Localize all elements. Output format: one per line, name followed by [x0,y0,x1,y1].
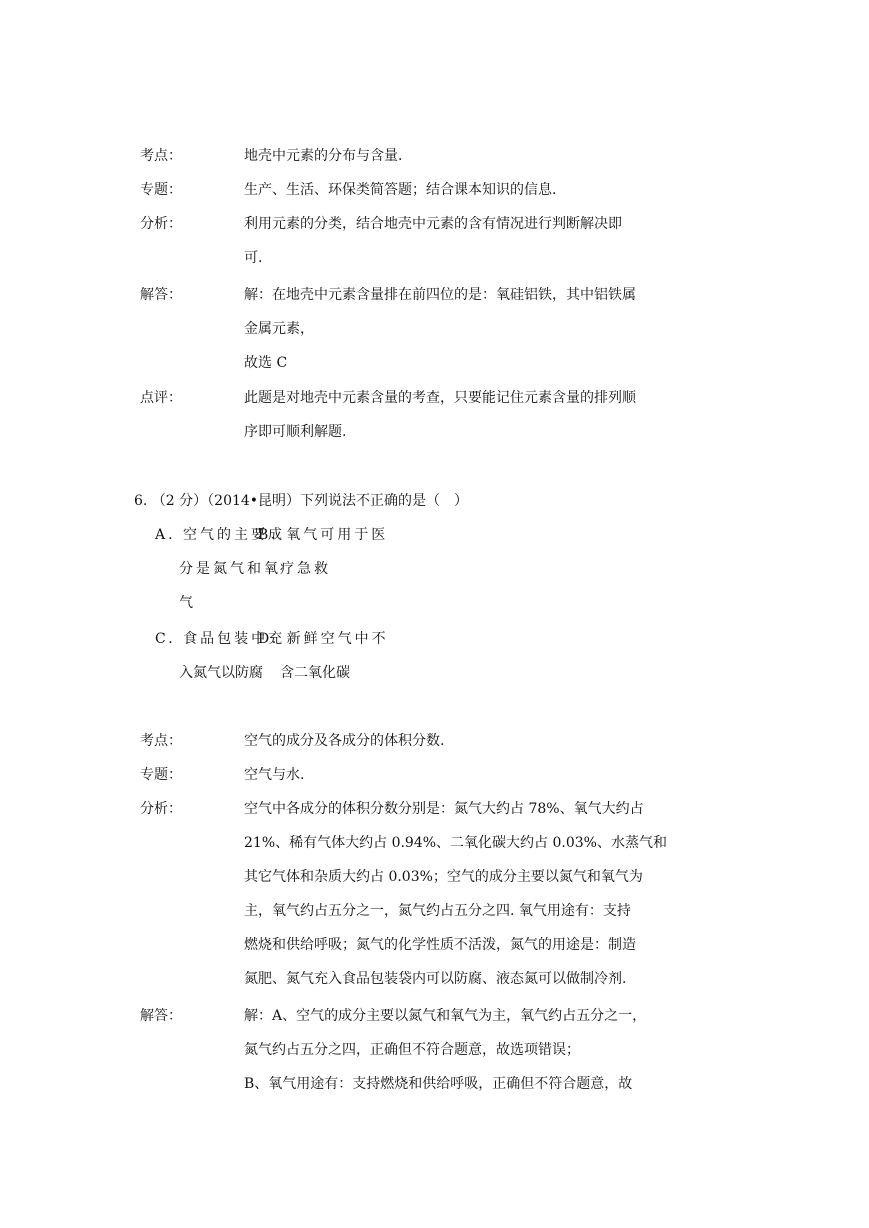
text-line: 可. [244,250,263,266]
option-b-line: 疗急救 [280,561,331,577]
text-line: 此题是对地壳中元素含量的考查，只要能记住元素含量的排列顺 [244,390,636,406]
text-line: 序即可顺利解题. [244,424,347,440]
zhuanti-content [244,174,674,208]
text-line: 21%、稀有气体大约占 0.94%、二氧化碳大约占 0.03%、水蒸气和 [244,835,667,851]
fenxi-content [244,793,674,997]
text-line: 解：在地壳中元素含量排在前四位的是：氧硅铝铁，其中铝铁属 [244,287,636,303]
text-line: 其它气体和杂质大约占 0.03%；空气的成分主要以氮气和氧气为 [244,869,643,885]
option-c-line: 入氮气以防腐 [179,665,263,681]
text-line: 氮肥、氮气充入食品包装袋内可以防腐、液态氮可以做制冷剂. [244,971,627,987]
zhuanti-label: 专题： [140,182,182,198]
text-line: 氮气约占五分之四，正确但不符合题意，故选项错误； [244,1042,580,1058]
text-line: 解：A、空气的成分主要以氮气和氧气为主，氧气约占五分之一， [244,1008,647,1024]
text-line: 故选 C [244,355,288,371]
kaodian-label: 考点： [140,148,182,164]
zhuanti-content [244,759,674,793]
text-line: 空气的成分及各成分的体积分数. [244,733,445,749]
option-b-line: B. 氧气可用于医 [258,527,389,543]
text-line: 空气中各成分的体积分数分别是：氮气大约占 78%、氧气大约占 [244,801,644,817]
text-line: 生产、生活、环保类简答题；结合课本知识的信息. [244,182,557,198]
kaodian-label: 考点： [140,733,182,749]
text-line: 利用元素的分类，结合地壳中元素的含有情况进行判断解决即 [244,216,622,232]
text-line: 主，氧气约占五分之一，氮气约占五分之四. 氧气用途有：支持 [244,903,631,919]
dianping-content [244,382,674,450]
option-d-line: 含二氧化碳 [280,665,350,681]
option-a-line: 分是氮气和氧 [179,561,281,577]
option-d [258,628,389,696]
jieda-label: 解答： [140,1008,182,1024]
kaodian-content [244,140,674,174]
jieda-label: 解答： [140,287,182,303]
question-stem: 6. （2 分）（2014•昆明）下列说法不正确的是（ ） [134,493,469,509]
text-line: 燃烧和供给呼吸；氮气的化学性质不活泼，氮气的用途是：制造 [244,937,636,953]
jieda-content [244,1000,674,1102]
jieda-content [244,279,674,381]
option-c-line: C. 食品包装中充 [155,631,286,647]
text-line: 空气与水. [244,767,305,783]
text-line: 地壳中元素的分布与含量. [244,148,403,164]
text-line: B、氧气用途有：支持燃烧和供给呼吸，正确但不符合题意，故 [244,1076,633,1092]
zhuanti-label: 专题： [140,767,182,783]
option-a-line: A. 空气的主要成 [155,527,286,543]
fenxi-label: 分析： [140,216,182,232]
option-d-line: D. 新鲜空气中不 [258,631,389,647]
text-line: 金属元素， [244,321,314,337]
fenxi-label: 分析： [140,801,182,817]
fenxi-content [244,208,674,276]
dianping-label: 点评： [140,390,182,406]
option-a-line: 气 [179,595,196,611]
option-b [258,524,388,592]
kaodian-content [244,725,674,759]
